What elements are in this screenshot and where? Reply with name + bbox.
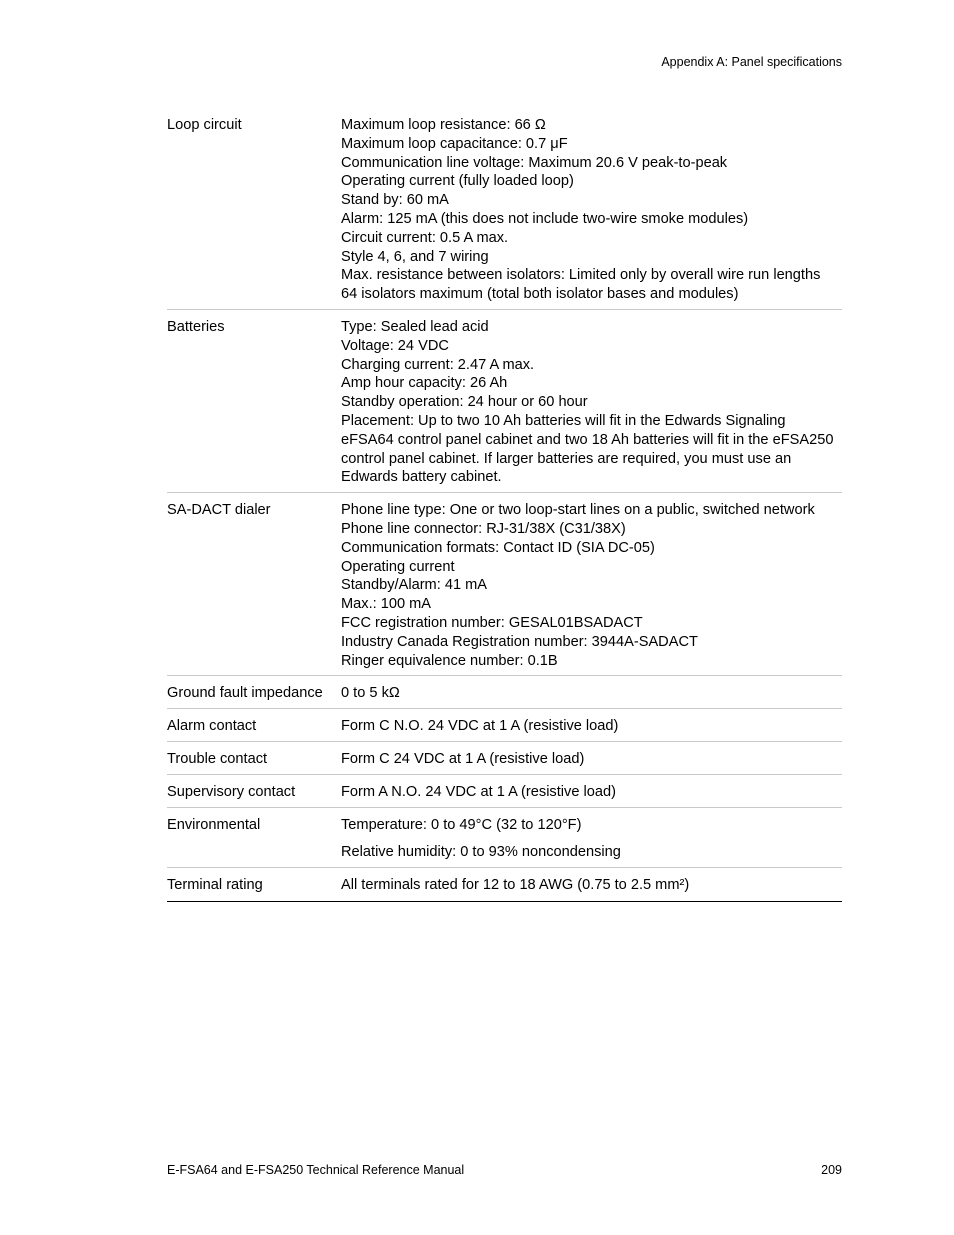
spec-line: Temperature: 0 to 49°C (32 to 120°F): [341, 816, 582, 833]
spec-label: Loop circuit: [167, 108, 341, 309]
spec-line: Stand by: 60 mA: [341, 192, 449, 209]
spec-line: Charging current: 2.47 A max.: [341, 356, 535, 373]
spec-value: [341, 493, 842, 676]
spec-line: Max.: 100 mA: [341, 596, 432, 613]
spec-line: All terminals rated for 12 to 18 AWG (0.75 to 2.5 mm²): [341, 877, 690, 894]
spec-row-sa-dact-dialer: [167, 493, 842, 676]
footer-manual-title: E-FSA64 and E-FSA250 Technical Reference Manual: [167, 1163, 465, 1177]
spec-label: Supervisory contact: [167, 774, 341, 807]
spec-value: [341, 807, 842, 868]
spec-row-environmental: [167, 807, 842, 868]
spec-line: Placement: Up to two 10 Ah batteries will fit in the Edwards Signaling eFSA64 control panel cabinet and two 18 Ah batteries will fit in the eFSA250 control panel cabinet. If larger batteries are required, you must use an Edwards battery cabinet.: [341, 412, 834, 486]
spec-row-batteries: [167, 309, 842, 492]
spec-line: Communication line voltage: Maximum 20.6 V peak-to-peak: [341, 154, 728, 171]
spec-line: Circuit current: 0.5 A max.: [341, 229, 509, 246]
spec-line: Communication formats: Contact ID (SIA DC-05): [341, 539, 655, 556]
running-header: Appendix A: Panel specifications: [661, 55, 842, 69]
spec-line: Standby/Alarm: 41 mA: [341, 577, 488, 594]
spec-row-trouble-contact: [167, 741, 842, 774]
footer-page-number: 209: [821, 1163, 842, 1177]
spec-value: [341, 309, 842, 492]
spec-line: Standby operation: 24 hour or 60 hour: [341, 394, 588, 411]
spec-value: [341, 868, 842, 902]
spec-label: Terminal rating: [167, 868, 341, 902]
spec-line: Type: Sealed lead acid: [341, 318, 489, 335]
spec-line: Form A N.O. 24 VDC at 1 A (resistive load): [341, 783, 616, 800]
spec-line: Form C N.O. 24 VDC at 1 A (resistive load): [341, 718, 619, 735]
spec-value: [341, 774, 842, 807]
spec-value: [341, 709, 842, 742]
spec-label: Batteries: [167, 309, 341, 492]
spec-line: 0 to 5 kΩ: [341, 685, 400, 702]
spec-line: Max. resistance between isolators: Limited only by overall wire run lengths: [341, 267, 821, 284]
spec-line: Industry Canada Registration number: 3944A-SADACT: [341, 633, 698, 650]
spec-value: [341, 676, 842, 709]
spec-line: Ringer equivalence number: 0.1B: [341, 652, 558, 669]
spec-label: Environmental: [167, 807, 341, 868]
spec-row-supervisory-contact: [167, 774, 842, 807]
spec-value: [341, 741, 842, 774]
spec-line: Form C 24 VDC at 1 A (resistive load): [341, 750, 585, 767]
spec-label: Alarm contact: [167, 709, 341, 742]
spec-line: Phone line connector: RJ-31/38X (C31/38X): [341, 520, 626, 537]
spec-line: Maximum loop capacitance: 0.7 μF: [341, 135, 568, 152]
spec-line: 64 isolators maximum (total both isolator bases and modules): [341, 286, 739, 303]
spec-row-ground-fault-impedance: [167, 676, 842, 709]
spec-label: Trouble contact: [167, 741, 341, 774]
spec-row-loop-circuit: [167, 108, 842, 309]
spec-line: Relative humidity: 0 to 93% noncondensing: [341, 844, 621, 861]
spec-label: SA-DACT dialer: [167, 493, 341, 676]
spec-line: Amp hour capacity: 26 Ah: [341, 375, 508, 392]
specifications-table: [167, 108, 842, 902]
spec-value: [341, 108, 842, 309]
spec-row-terminal-rating: [167, 868, 842, 902]
spec-line: Alarm: 125 mA (this does not include two-wire smoke modules): [341, 210, 749, 227]
spec-line: Operating current (fully loaded loop): [341, 173, 574, 190]
spec-line: Phone line type: One or two loop-start lines on a public, switched network: [341, 502, 815, 519]
spec-line: Voltage: 24 VDC: [341, 337, 449, 354]
spec-label: Ground fault impedance: [167, 676, 341, 709]
spec-line: Operating current: [341, 558, 455, 575]
spec-line: FCC registration number: GESAL01BSADACT: [341, 614, 643, 631]
spec-line: Style 4, 6, and 7 wiring: [341, 248, 489, 265]
spec-line: Maximum loop resistance: 66 Ω: [341, 117, 546, 133]
spec-row-alarm-contact: [167, 709, 842, 742]
